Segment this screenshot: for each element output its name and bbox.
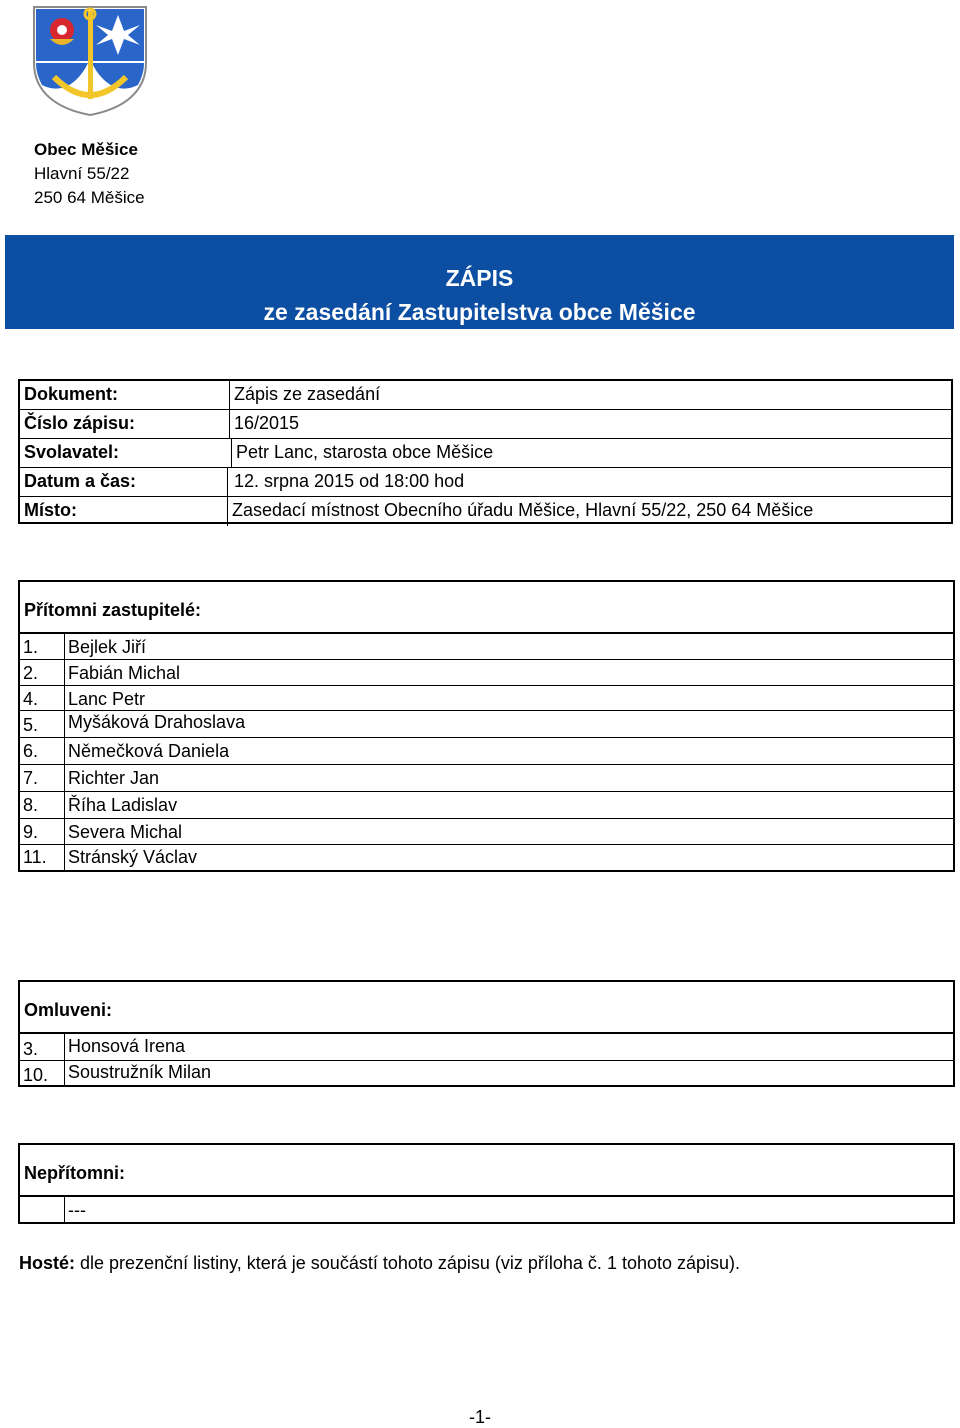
info-row-number [20, 410, 951, 439]
info-row-convener [20, 439, 951, 468]
item-number: 5. [23, 715, 39, 735]
item-name: Honsová Irena [68, 1036, 186, 1056]
section-heading: Nepřítomni: [24, 1163, 125, 1183]
present-heading [20, 582, 953, 634]
org-city: 250 64 Měšice [34, 188, 145, 207]
section-heading: Přítomni zastupitelé: [24, 600, 202, 620]
column-divider [231, 439, 232, 467]
list-item [20, 660, 953, 686]
column-divider [227, 468, 228, 496]
excused-members-table [18, 980, 955, 1087]
guests-note [19, 1253, 740, 1274]
item-number: 1. [23, 637, 39, 657]
item-name: Němečková Daniela [68, 741, 230, 761]
column-divider [229, 381, 230, 409]
item-name: Lanc Petr [68, 689, 146, 709]
info-value: Zasedací místnost Obecního úřadu Měšice, Hlavní 55/22, 250 64 Měšice [232, 500, 814, 520]
list-item [20, 1034, 953, 1061]
item-number: 6. [23, 741, 39, 761]
info-label: Svolavatel: [24, 442, 120, 462]
info-value: 12. srpna 2015 od 18:00 hod [234, 471, 465, 491]
guests-label: Hosté: [19, 1253, 76, 1273]
guests-text: dle prezenční listiny, která je součástí tohoto zápisu (viz příloha č. 1 tohoto zápisu). [75, 1253, 741, 1273]
item-number: 11. [23, 847, 47, 867]
list-item [20, 1061, 953, 1087]
list-item [20, 845, 953, 870]
organization-address [34, 138, 145, 210]
page-number: -1- [469, 1407, 491, 1427]
list-item [20, 819, 953, 845]
item-name: Soustružník Milan [68, 1062, 212, 1082]
info-row-place [20, 497, 951, 526]
list-item [20, 765, 953, 792]
list-item [20, 686, 953, 711]
info-value: Petr Lanc, starosta obce Měšice [236, 442, 494, 462]
item-name: Bejlek Jiří [68, 637, 147, 657]
item-name: --- [68, 1200, 86, 1220]
info-value: 16/2015 [234, 413, 300, 433]
info-label: Místo: [24, 500, 77, 520]
item-number: 10. [23, 1065, 49, 1085]
item-name: Richter Jan [68, 768, 160, 788]
document-subtitle: ze zasedání Zastupitelstva obce Měšice [263, 299, 696, 325]
item-name: Severa Michal [68, 822, 183, 842]
section-heading: Omluveni: [24, 1000, 113, 1020]
list-item [20, 1197, 953, 1222]
absent-heading [20, 1145, 953, 1197]
item-number: 3. [23, 1039, 39, 1059]
document-title: ZÁPIS [445, 265, 514, 291]
column-divider [227, 497, 228, 526]
document-info-table [18, 379, 953, 524]
org-street: Hlavní 55/22 [34, 164, 130, 183]
list-item [20, 634, 953, 660]
info-row-datetime [20, 468, 951, 497]
present-members-table [18, 580, 955, 872]
title-banner [5, 235, 954, 329]
municipal-crest-icon [32, 5, 148, 117]
info-label: Datum a čas: [24, 471, 137, 491]
excused-heading [20, 982, 953, 1034]
item-number: 8. [23, 795, 39, 815]
column-divider [229, 410, 230, 438]
item-number: 9. [23, 822, 39, 842]
list-item [20, 792, 953, 819]
absent-members-table [18, 1143, 955, 1224]
item-name: Říha Ladislav [68, 795, 178, 815]
item-name: Myšáková Drahoslava [68, 712, 246, 732]
list-item [20, 738, 953, 765]
item-number: 4. [23, 689, 39, 709]
item-number: 2. [23, 663, 39, 683]
list-item [20, 711, 953, 738]
info-label: Číslo zápisu: [24, 413, 136, 433]
info-label: Dokument: [24, 384, 118, 404]
info-value: Zápis ze zasedání [234, 384, 381, 404]
org-name: Obec Měšice [34, 140, 138, 159]
item-name: Fabián Michal [68, 663, 181, 683]
item-name: Stránský Václav [68, 847, 198, 867]
info-row-document [20, 381, 951, 410]
item-number: 7. [23, 768, 39, 788]
